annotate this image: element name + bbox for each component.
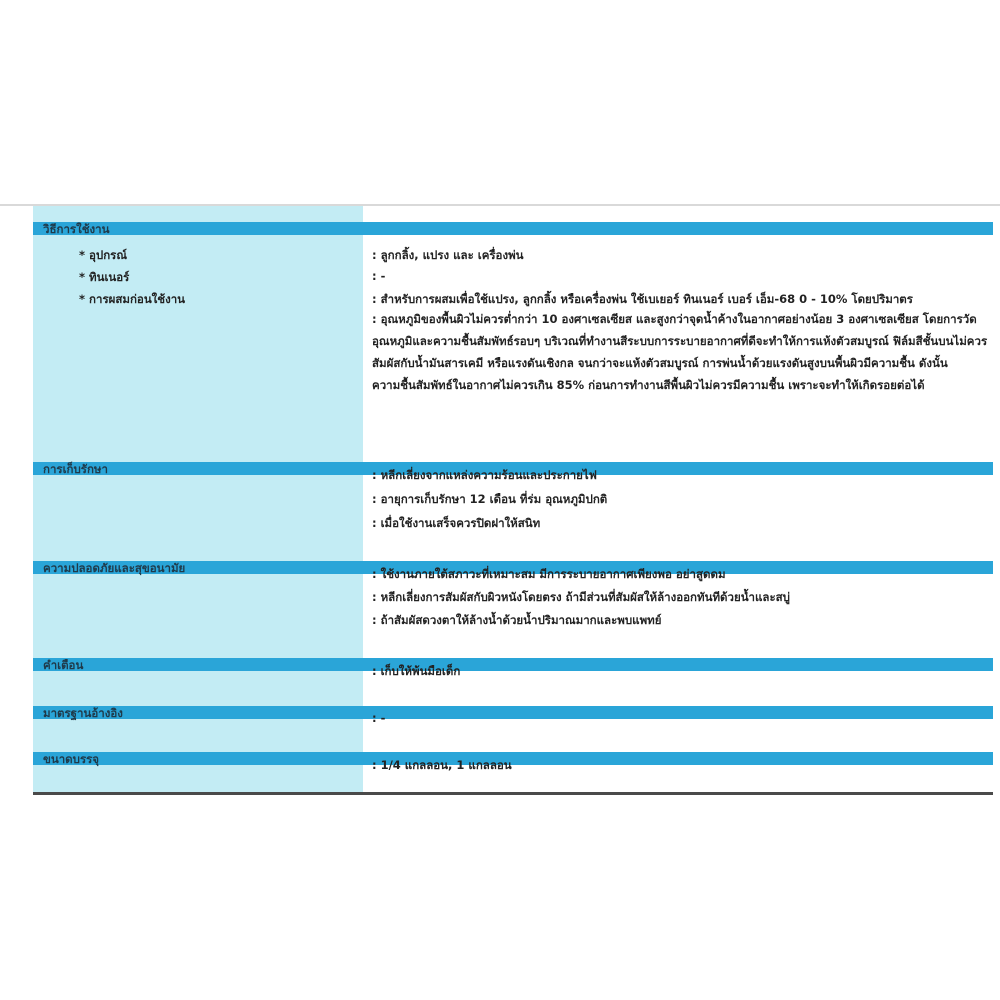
spec-sheet (33, 206, 993, 795)
section-title: ความปลอดภัยและสุขอนามัย (43, 561, 186, 575)
list-item: : เมื่อใช้งานเสร็จควรปิดฝาให้สนิท (372, 516, 541, 530)
list-item: : ถ้าสัมผัสดวงตาให้ล้างน้ำด้วยน้ำปริมาณมากและพบแพทย์ (372, 613, 662, 627)
list-item: : อายุการเก็บรักษา 12 เดือน ที่ร่ม อุณหภูมิปกติ (372, 492, 608, 506)
row-value: : - (372, 269, 386, 283)
section-title: การเก็บรักษา (43, 462, 108, 476)
section-title: มาตรฐานอ้างอิง (43, 706, 123, 720)
bottom-border (33, 792, 993, 795)
usage-paragraph: : อุณหภูมิของพื้นผิวไม่ควรต่ำกว่า 10 องศาเซลเซียส และสูงกว่าจุดน้ำค้างในอากาศอย่างน้อย 3 องศาเซลเซียส โดยการวัดอุณหภูมิและความชื้นสัมพัทธ์รอบๆ บริเวณที่ทำงานสีระบบการระบายอากาศที่ดีจะทำให้การแห้งตัวสมบูรณ์ ฟิล์มสีชั้นบนไม่ควรสัมผัสกับน้ำมันสารเคมี หรือแรงดันเชิงกล จนกว่าจะแห้งตัวสมบูรณ์ การพ่นน้ำด้วยแรงดันสูงบนพื้นผิวมีความชื้น ดังนั้นความชื้นสัมพัทธ์ในอากาศไม่ควรเกิน 85% ก่อนการทำงานสีพื้นผิวไม่ควรมีความชื้น เพราะจะทำให้เกิดรอยต่อได้ (372, 312, 988, 392)
list-item: : หลีกเลี่ยงการสัมผัสกับผิวหนังโดยตรง ถ้ามีส่วนที่สัมผัสให้ล้างออกทันทีด้วยน้ำและสบู่ (372, 590, 790, 604)
section-title: ขนาดบรรจุ (43, 752, 100, 766)
list-item: : - (372, 711, 386, 725)
row-label: * อุปกรณ์ (79, 248, 128, 262)
row-value: : ลูกกลิ้ง, แปรง และ เครื่องพ่น (372, 248, 524, 262)
usage-row-equipment (33, 247, 993, 269)
row-value: : สำหรับการผสมเพื่อใช้แปรง, ลูกกลิ้ง หรือเครื่องพ่น ใช้เบเยอร์ ทินเนอร์ เบอร์ เอ็ม-68 0 - 10% โดยปริมาตร (372, 292, 913, 306)
section-title: คำเตือน (43, 658, 84, 672)
list-item: : 1/4 แกลลอน, 1 แกลลอน (372, 758, 512, 772)
section-title: วิธีการใช้งาน (43, 222, 110, 236)
list-item: : หลีกเลี่ยงจากแหล่งความร้อนและประกายไฟ (372, 468, 597, 482)
row-label: * การผสมก่อนใช้งาน (79, 292, 186, 306)
section-header-bar (33, 222, 993, 235)
list-item: : ใช้งานภายใต้สภาวะที่เหมาะสม มีการระบายอากาศเพียงพอ อย่าสูดดม (372, 567, 726, 581)
list-item: : เก็บให้พ้นมือเด็ก (372, 664, 461, 678)
row-label: * ทินเนอร์ (79, 270, 130, 284)
usage-row-thinner (33, 269, 993, 291)
